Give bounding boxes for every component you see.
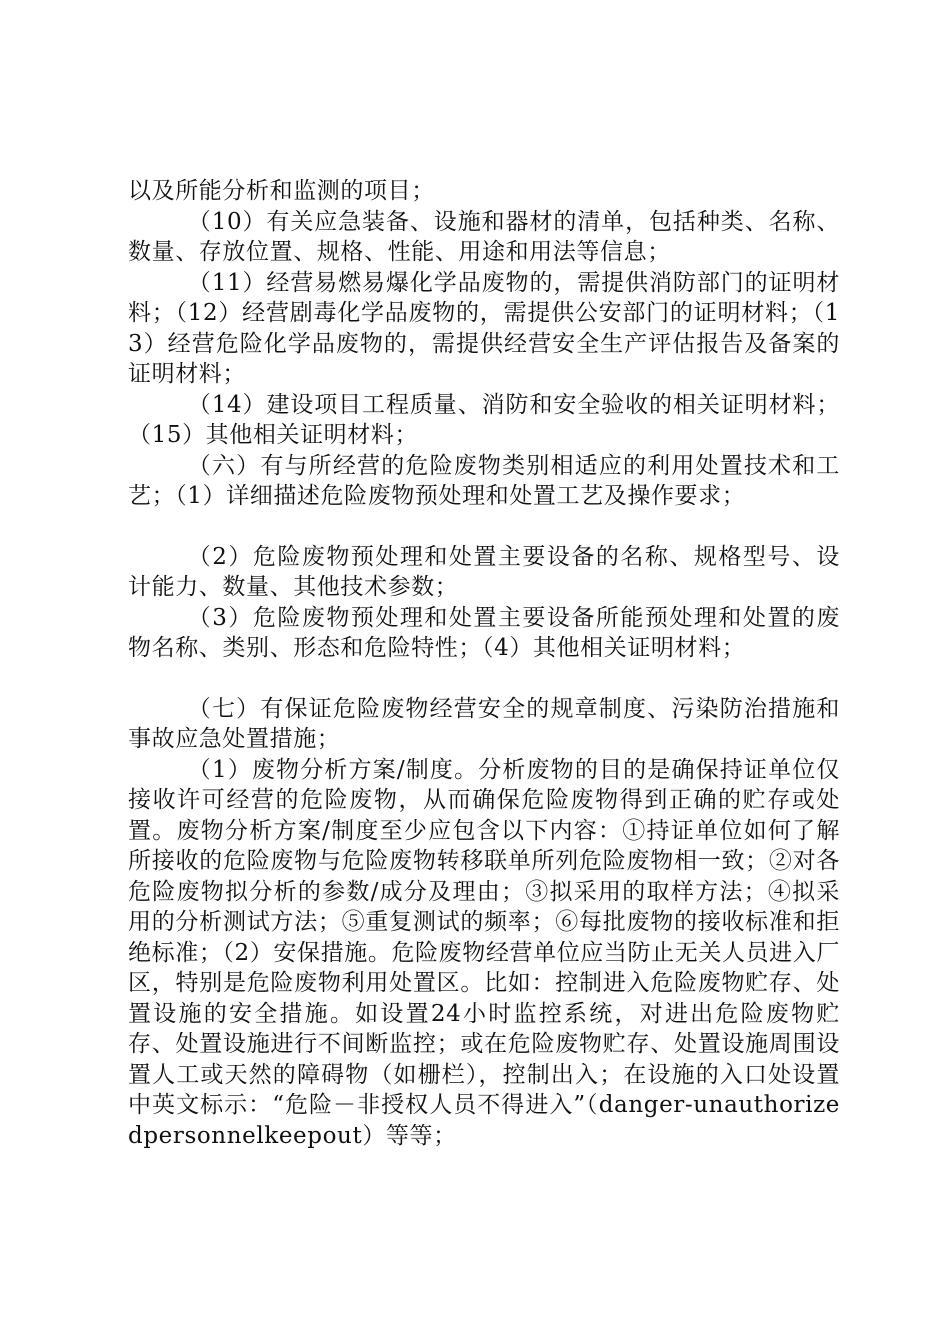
paragraph-item-14-15: （14）建设项目工程质量、消防和安全验收的相关证明材料；（15）其他相关证明材料；: [128, 391, 840, 448]
paragraph-item-10: （10）有关应急装备、设施和器材的清单，包括种类、名称、数量、存放位置、规格、性能、用途和用法等信息；: [128, 208, 840, 265]
paragraph-section-7: （七）有保证危险废物经营安全的规章制度、污染防治措施和事故应急处置措施；: [128, 695, 840, 752]
paragraph-item-11-13: （11）经营易燃易爆化学品废物的，需提供消防部门的证明材料；（12）经营剧毒化学品废物的，需提供公安部门的证明材料；（13）经营危险化学品废物的，需提供经营安全生产评估报告及备案的证明材料；: [128, 269, 840, 387]
document-page: [128, 176, 840, 1151]
paragraph-section-6: （六）有与所经营的危险废物类别相适应的利用处置技术和工艺；（1）详细描述危险废物预处理和处置工艺及操作要求；: [128, 452, 840, 509]
paragraph-section-6-item-2: （2）危险废物预处理和处置主要设备的名称、规格型号、设计能力、数量、其他技术参数；: [128, 543, 840, 600]
paragraph-section-7-item-1-2: （1）废物分析方案/制度。分析废物的目的是确保持证单位仅接收许可经营的危险废物，从而确保危险废物得到正确的贮存或处置。废物分析方案/制度至少应包含以下内容：①持证单位如何了解所接收的危险废物与危险废物转移联单所列危险废物相一致；②对各危险废物拟分析的参数/成分及理由；③拟采用的取样方法；④拟采用的分析测试方法；⑤重复测试的频率；⑥每批废物的接收标准和拒绝标准；（2）安保措施。危险废物经营单位应当防止无关人员进入厂区，特别是危险废物利用处置区。比如：控制进入危险废物贮存、处置设施的安全措施。如设置24小时监控系统，对进出危险废物贮存、处置设施进行不间断监控；或在危险废物贮存、处置设施周围设置人工或天然的障碍物（如栅栏），控制出入；在设施的入口处设置中英文标示：“危险－非授权人员不得进入”（danger-unauthorizedpersonnelkeepout）等等；: [128, 756, 840, 1149]
paragraph-section-6-item-3-4: （3）危险废物预处理和处置主要设备所能预处理和处置的废物名称、类别、形态和危险特性；（4）其他相关证明材料；: [128, 604, 840, 661]
paragraph-monitoring-items: 以及所能分析和监测的项目；: [128, 178, 435, 204]
